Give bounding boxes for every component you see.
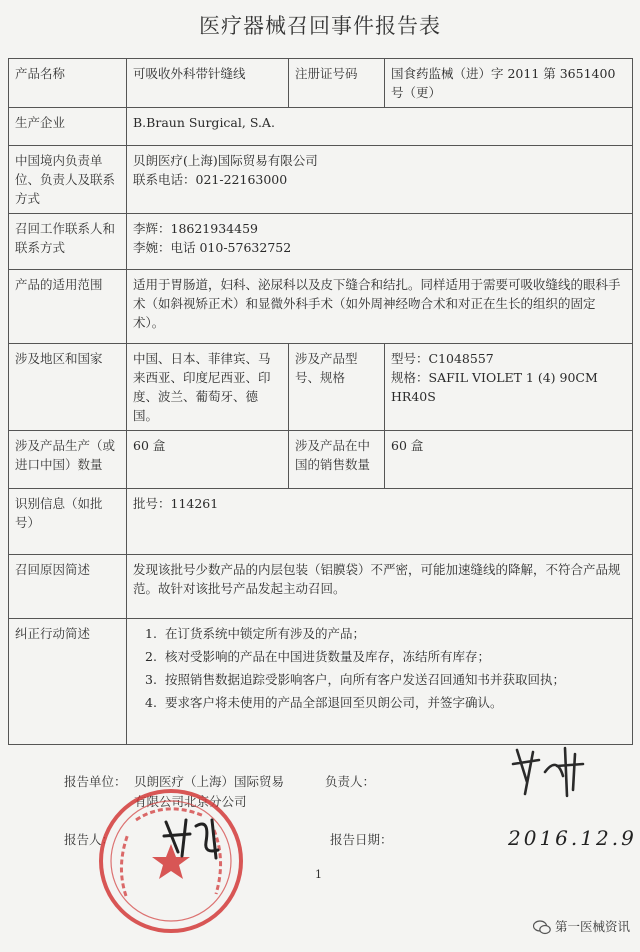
model-spec-value [385,344,633,431]
handwritten-signature-top [505,742,595,802]
recall-contact-1: 李辉：18621934459 [133,221,258,236]
region-value: 中国、日本、菲律宾、马来西亚、印度尼西亚、印度、波兰、葡萄牙、德国。 [127,344,289,431]
model-label: 涉及产品型号、规格 [289,344,385,431]
id-value: 批号：114261 [127,489,633,555]
region-label: 涉及地区和国家 [9,344,127,431]
spec-value: 规格：SAFIL VIOLET 1 (4) 90CM HR40S [391,370,598,404]
reg-no-value: 国食药监械（进）字 2011 第 3651400 号（更） [385,59,633,108]
action-item: 2. 核对受影响的产品在中国进货数量及库存，冻结所有库存； [145,649,491,664]
manufacturer-label: 生产企业 [9,108,127,146]
id-label: 识别信息（如批号） [9,489,127,555]
action-item: 3. 按照销售数据追踪受影响客户，向所有客户发送召回通知书并获取回执； [145,672,566,687]
row-quantity [9,431,633,489]
action-item: 1. 在订货系统中锁定所有涉及的产品； [145,626,366,641]
sold-qty-label: 涉及产品在中国的销售数量 [289,431,385,489]
report-unit-value-1: 贝朗医疗（上海）国际贸易 [134,774,285,789]
china-resp-company: 贝朗医疗(上海)国际贸易有限公司 [133,153,318,168]
row-corrective-action [9,619,633,745]
responsible-label: 负责人： [325,774,376,789]
manufacturer-value: B.Braun Surgical, S.A. [127,108,633,146]
scope-value: 适用于胃肠道，妇科、泌尿科以及皮下缝合和结扎。同样适用于需要可吸收缝线的眼科手术（如斜视矫正术）和显微外科手术（如外周神经吻合术和对正在生长的组织的固定术）。 [127,270,633,344]
watermark [533,917,630,935]
action-value [127,619,633,745]
reason-label: 召回原因简述 [9,555,127,619]
product-name-value: 可吸收外科带针缝线 [127,59,289,108]
row-manufacturer [9,108,633,146]
row-identification [9,489,633,555]
row-scope [9,270,633,344]
sold-qty-value: 60 盒 [385,431,633,489]
produced-qty-value: 60 盒 [127,431,289,489]
page-number: 1 [315,868,322,881]
action-label: 纠正行动简述 [9,619,127,745]
report-date-label: 报告日期： [330,832,393,847]
produced-qty-label: 涉及产品生产（或进口中国）数量 [9,431,127,489]
china-resp-phone: 联系电话：021-22163000 [133,172,288,187]
recall-contact-2: 李婉：电话 010-57632752 [133,240,292,255]
reporter-label: 报告人： [64,832,115,847]
form-title: 医疗器械召回事件报告表 [199,14,441,38]
row-recall-contact [9,214,633,270]
action-item: 4. 要求客户将未使用的产品全部退回至贝朗公司，并签字确认。 [145,695,503,710]
reg-no-label: 注册证号码 [289,59,385,108]
china-resp-label: 中国境内负责单位、负责人及联系方式 [9,146,127,214]
report-unit-value-2: 有限公司北京分公司 [134,794,247,809]
model-value: 型号：C1048557 [391,351,494,366]
report-date-handwritten: 2016.12.9 [508,826,637,850]
action-list [133,624,626,712]
row-reason [9,555,633,619]
row-product-name [9,59,633,108]
row-region-model [9,344,633,431]
reason-value: 发现该批号少数产品的内层包装（铝膜袋）不严密，可能加速缝线的降解，不符合产品规范。故针对该批号产品发起主动召回。 [127,555,633,619]
recall-contact-value [127,214,633,270]
recall-report-table [8,58,633,745]
product-name-label: 产品名称 [9,59,127,108]
row-china-responsible [9,146,633,214]
watermark-text: 第一医械资讯 [554,919,630,934]
china-resp-value [127,146,633,214]
handwritten-signature-reporter [160,812,230,862]
scope-label: 产品的适用范围 [9,270,127,344]
recall-contact-label: 召回工作联系人和联系方式 [9,214,127,270]
wechat-icon [533,920,551,935]
report-unit-label: 报告单位： [64,774,127,789]
